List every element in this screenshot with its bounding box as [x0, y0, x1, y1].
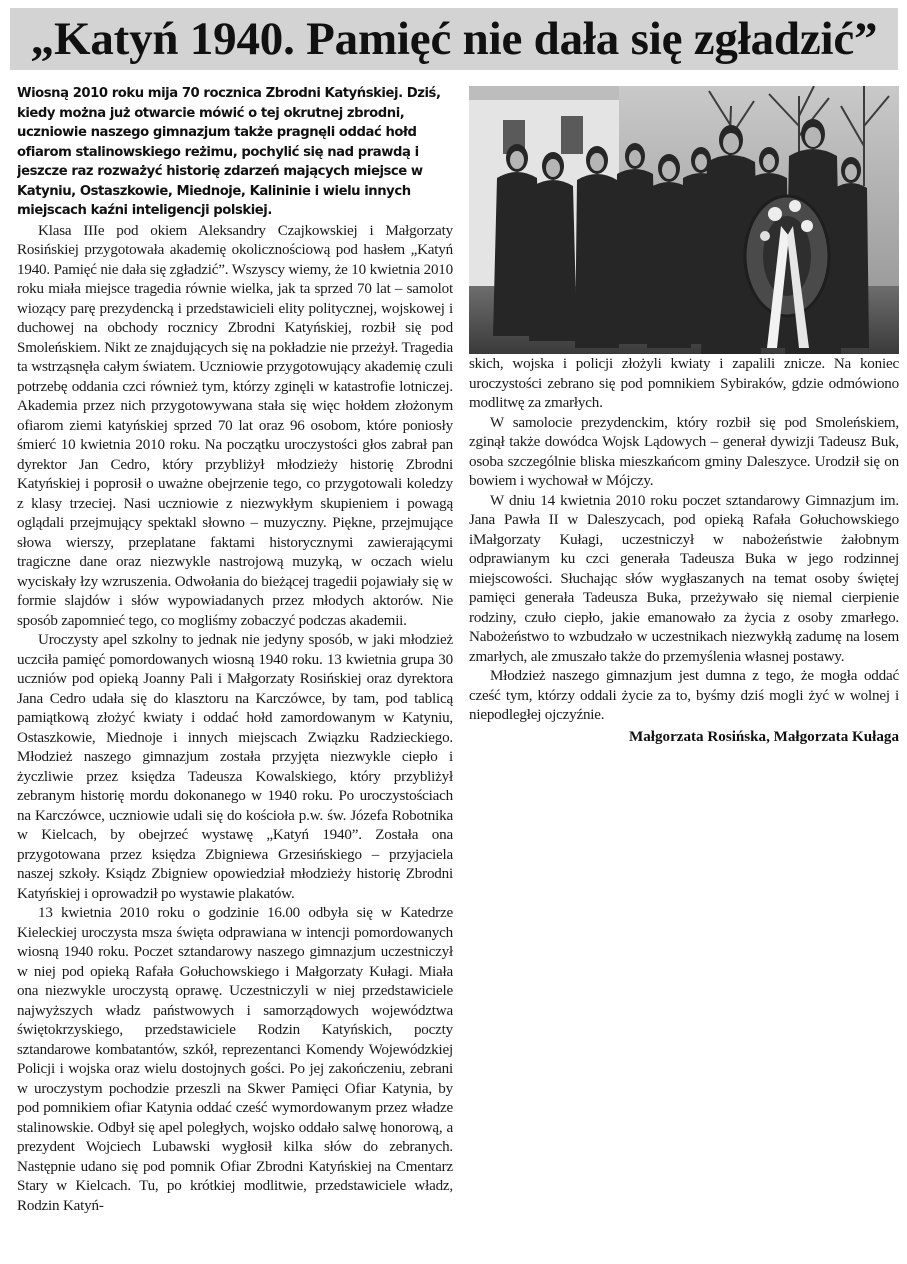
body-paragraph-6: W dniu 14 kwietnia 2010 roku poczet sztandarowy Gimnazjum im. Jana Pawła II w Daleszycach, pod opieką Rafała Gołuchowskiego iMałgorzaty Kułagi, uczestniczył w nabożeństwie żałobnym odprawianym ku czci generała Tadeusza Buka w jego rodzinnej miejscowości. Słuchając słów wygłaszanych na temat osoby świętej pamięci generała Tadeusza Buka, przeżywało się niemal cierpienie rodziny, czuło ciepło, jakie emanowało za życia z osoby zmarłego. Nabożeństwo to wzbudzało w uczestnikach niezwykłą zadumę na losem zmarłych, ale zmuszało także do przemyślenia własnej postawy. — [469, 492, 899, 665]
article-title: „Katyń 1940. Pamięć nie dała się zgładzić” — [30, 13, 878, 65]
left-column — [17, 84, 453, 1254]
body-paragraph-2: Uroczysty apel szkolny to jednak nie jedyny sposób, w jaki młodzież uczciła pamięć pomordowanych wiosną 1940 roku. 13 kwietnia grupa 30 uczniów pod opieką Joanny Pali i Małgorzaty Rosińskiej oraz dyrektora Jana Cedro udała się do klasztoru na Karczówce, by tam, pod tablicą pamiątkową złożyć kwiaty i oddać hołd zamordowanym w Katyniu, Ostaszkowie, Miednoje i innych miejscach Związku Radzieckiego. Młodzież naszego gimnazjum została przyjęta niezwykle ciepło i życzliwie przez księdza Tadeusza Kowalskiego, który przybliżył zebranym historię mordu dokonanego w 1940 roku. Po uroczystościach na Karczówce, uczniowie udali się do kościoła p.w. św. Józefa Robotnika w Kielcach, by obejrzeć wystawę „Katyń 1940”. Została ona przygotowana przez księdza Zbigniewa Grzesińskiego – przyjaciela naszej szkoły. Ksiądz Zbigniew opowiedział młodzieży historię Zbrodni Katyńskiej i oprowadził po wystawie plakatów. — [17, 632, 453, 902]
group-photo-image — [469, 86, 899, 354]
body-paragraph-7: Młodzież naszego gimnazjum jest dumna z tego, że mogła oddać cześć tym, którzy oddali życie za to, byśmy dziś mogli żyć w wolnej i niepodległej ojczyźnie. — [469, 668, 899, 723]
body-paragraph-4: skich, wojska i policji złożyli kwiaty i zapalili znicze. Na koniec uroczystości zebrano się pod pomnikiem Sybiraków, gdzie odmówiono modlitwę za zmarłych. — [469, 356, 899, 411]
article-lead: Wiosną 2010 roku mija 70 rocznica Zbrodni Katyńskiej. Dziś, kiedy można już otwarcie mówić o tej okrutnej zbrodni, uczniowie naszego gimnazjum także pragnęli oddać hołd ofiarom stalinowskiego reżimu, pochylić się nad prawdą i jeszcze raz rozważyć historię zdarzeń mających miejsce w Katyniu, Ostaszkowie, Miednoje, Kalininie i wielu innych miejscach kaźni inteligencji polskiej. — [17, 86, 441, 218]
body-paragraph-3: 13 kwietnia 2010 roku o godzinie 16.00 odbyła się w Katedrze Kieleckiej uroczysta msza święta odprawiana w intencji pomordowanych wiosną 1940 roku. Poczet sztandarowy naszego gimnazjum uczestniczył w niej pod opieką Rafała Gołuchowskiego i Małgorzaty Kułagi. Miała ona niezwykle uroczystą oprawę. Uczestniczyli w niej przedstawiciele najwyższych władz państwowych i samorządowych województwa świętokrzyskiego, przedstawiciele Rodzin Katyńskich, poczty sztandarowe kombatantów, szkół, reprezentanci Komendy Wojewódzkiej Policji i wojska oraz wielu dostojnych gości. Po jej zakończeniu, zebrani w uroczystym pochodzie przeszli na Skwer Pamięci Ofiar Katynia, by pod pomnikiem ofiar Katynia oddać cześć wymordowanym przez władze stalinowskie. Odbył się apel poległych, wojsko oddało salwę honorową, a prezydent Wojciech Lubawski wygłosił kilka słów do zebranych. Następnie udano się pod pomnik Ofiar Zbrodni Katyńskiej na Cmentarz Stary w Kielcach. Tu, po krótkiej modlitwie, przedstawiciele władz, Rodzin Katyń- — [17, 905, 453, 1214]
author-signature: Małgorzata Rosińska, Małgorzata Kułaga — [629, 728, 899, 745]
title-bar — [10, 8, 898, 70]
body-paragraph-5: W samolocie prezydenckim, który rozbił się pod Smoleńskiem, zginął także dowódca Wojsk Lądowych – generał dywizji Tadeusz Buk, osoba szczególnie bliska mieszkańcom gminy Daleszyce. Urodził się on bowiem i wychował w Mójczy. — [469, 414, 899, 489]
article-photo — [469, 86, 899, 354]
right-column — [469, 355, 899, 747]
body-paragraph-1: Klasa IIIe pod okiem Aleksandry Czajkowskiej i Małgorzaty Rosińskiej przygotowała akademię okolicznościową pod hasłem „Katyń 1940. Pamięć nie dała się zgładzić”. Wszyscy wiemy, że 10 kwietnia 2010 roku miała miejsce tragedia równie wielka, jak ta sprzed 70 lat – samolot wiozący parę prezydencką i przedstawicieli elity politycznej, wojskowej i duchowej na obchody rocznicy Zbrodni Katyńskiej, rozbił się pod Smoleńskiem. Nikt ze znajdujących się na pokładzie nie przeżył. Tragedia ta wstrząsnęła całym światem. Uczniowie przygotowujący akademię czuli potrzebę oddania czci również tym, którzy zginęli w katastrofie lotniczej. Akademia przez nich przygotowywana stała się więc hołdem złożonym ofiarom ziemi katyńskiej sprzed 70 lat oraz 96 osobom, które poniosły śmierć 10 kwietnia 2010 roku. Na początku uroczystości głos zabrał pan dyrektor Jan Cedro, który przybliżył młodzieży historię Zbrodni Katyńskiej i poprosił o uważne obejrzenie tego, co przygotowali koledzy z klasy trzeciej. Nasi uczniowie z niezwykłym skupieniem i powagą oglądali przejmujący spektakl słowno – muzyczny. Piękne, przejmujące słowa wierszy, przeplatane faktami historycznymi zawierającymi tragiczne dane oraz niezwykle nastrojową muzyką, w oczach wielu wyciskały łzy wzruszenia. Odwołania do bieżącej tragedii pojawiały się w formie slajdów i słów wypowiadanych przez młodych aktorów. Nie sposób zapomnieć tego, co mogliśmy zobaczyć podczas akademii. — [17, 222, 453, 629]
